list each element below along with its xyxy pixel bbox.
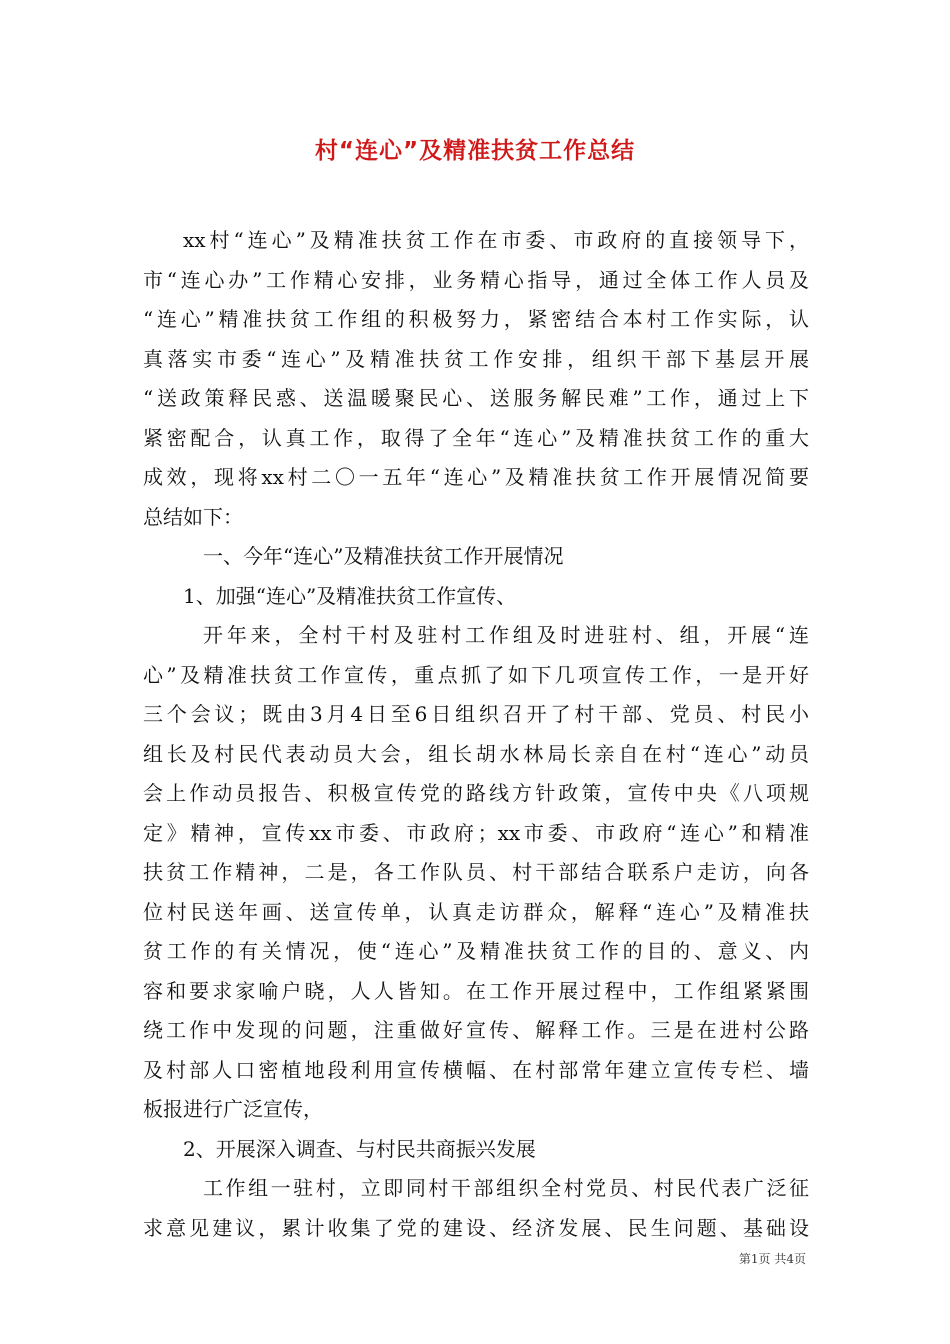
text-line: 三个会议；既由3月4日至6日组织召开了村干部、党员、村民小 <box>143 702 809 726</box>
document-title: 村“连心”及精准扶贫工作总结 <box>314 138 636 164</box>
text-line: 及村部人口密植地段利用宣传横幅、在村部常年建立宣传专栏、墙 <box>143 1057 809 1082</box>
text-line: “连心”精准扶贫工作组的积极努力，紧密结合本村工作实际，认 <box>143 307 809 331</box>
text-line: 会上作动员报告、积极宣传党的路线方针政策，宣传中央《八项规 <box>143 781 809 805</box>
text-line: 容和要求家喻户晓，人人皆知。在工作开展过程中，工作组紧紧围 <box>143 978 809 1003</box>
text-line: 总结如下： <box>143 504 243 529</box>
text-line: 贫工作的有关情况，使“连心”及精准扶贫工作的目的、意义、内 <box>143 939 809 963</box>
text-line: 组长及村民代表动员大会，组长胡水林局长亲自在村“连心”动员 <box>143 741 809 766</box>
text-line: 2、开展深入调查、与村民共商振兴发展 <box>183 1136 536 1161</box>
text-line: “送政策释民惑、送温暖聚民心、送服务解民难”工作，通过上下 <box>143 386 809 410</box>
text-line: 定》精神，宣传xx市委、市政府；xx市委、市政府“连心”和精准 <box>143 820 809 845</box>
text-line: 一、今年“连心”及精准扶贫工作开展情况 <box>203 544 564 568</box>
text-line: 开年来，全村干村及驻村工作组及时进驻村、组，开展“连 <box>203 623 809 647</box>
text-line: 真落实市委“连心”及精准扶贫工作安排，组织干部下基层开展 <box>143 346 809 371</box>
text-line: 扶贫工作精神，二是，各工作队员、村干部结合联系户走访，向各 <box>143 860 809 884</box>
text-line: 位村民送年画、送宣传单，认真走访群众，解释“连心”及精准扶 <box>143 899 809 924</box>
text-line: 工作组一驻村，立即同村干部组织全村党员、村民代表广泛征 <box>203 1176 809 1200</box>
page-footer: 第1页 共4页 <box>738 1252 806 1266</box>
text-line: 市“连心办”工作精心安排，业务精心指导，通过全体工作人员及 <box>143 267 809 292</box>
text-line: 绕工作中发现的问题，注重做好宣传、解释工作。三是在进村公路 <box>143 1018 809 1042</box>
text-line: 板报进行广泛宣传， <box>143 1097 323 1121</box>
text-line: 求意见建议，累计收集了党的建设、经济发展、民生问题、基础设 <box>143 1215 809 1240</box>
text-line: 1、加强“连心”及精准扶贫工作宣传、 <box>183 583 517 608</box>
text-line: 心”及精准扶贫工作宣传，重点抓了如下几项宣传工作，一是开好 <box>143 662 809 687</box>
text-line: 成效，现将xx村二〇一五年“连心”及精准扶贫工作开展情况简要 <box>143 465 809 489</box>
text-line: 紧密配合，认真工作，取得了全年“连心”及精准扶贫工作的重大 <box>143 425 809 450</box>
document-body <box>143 221 809 1248</box>
text-line: xx村“连心”及精准扶贫工作在市委、市政府的直接领导下， <box>183 228 809 252</box>
